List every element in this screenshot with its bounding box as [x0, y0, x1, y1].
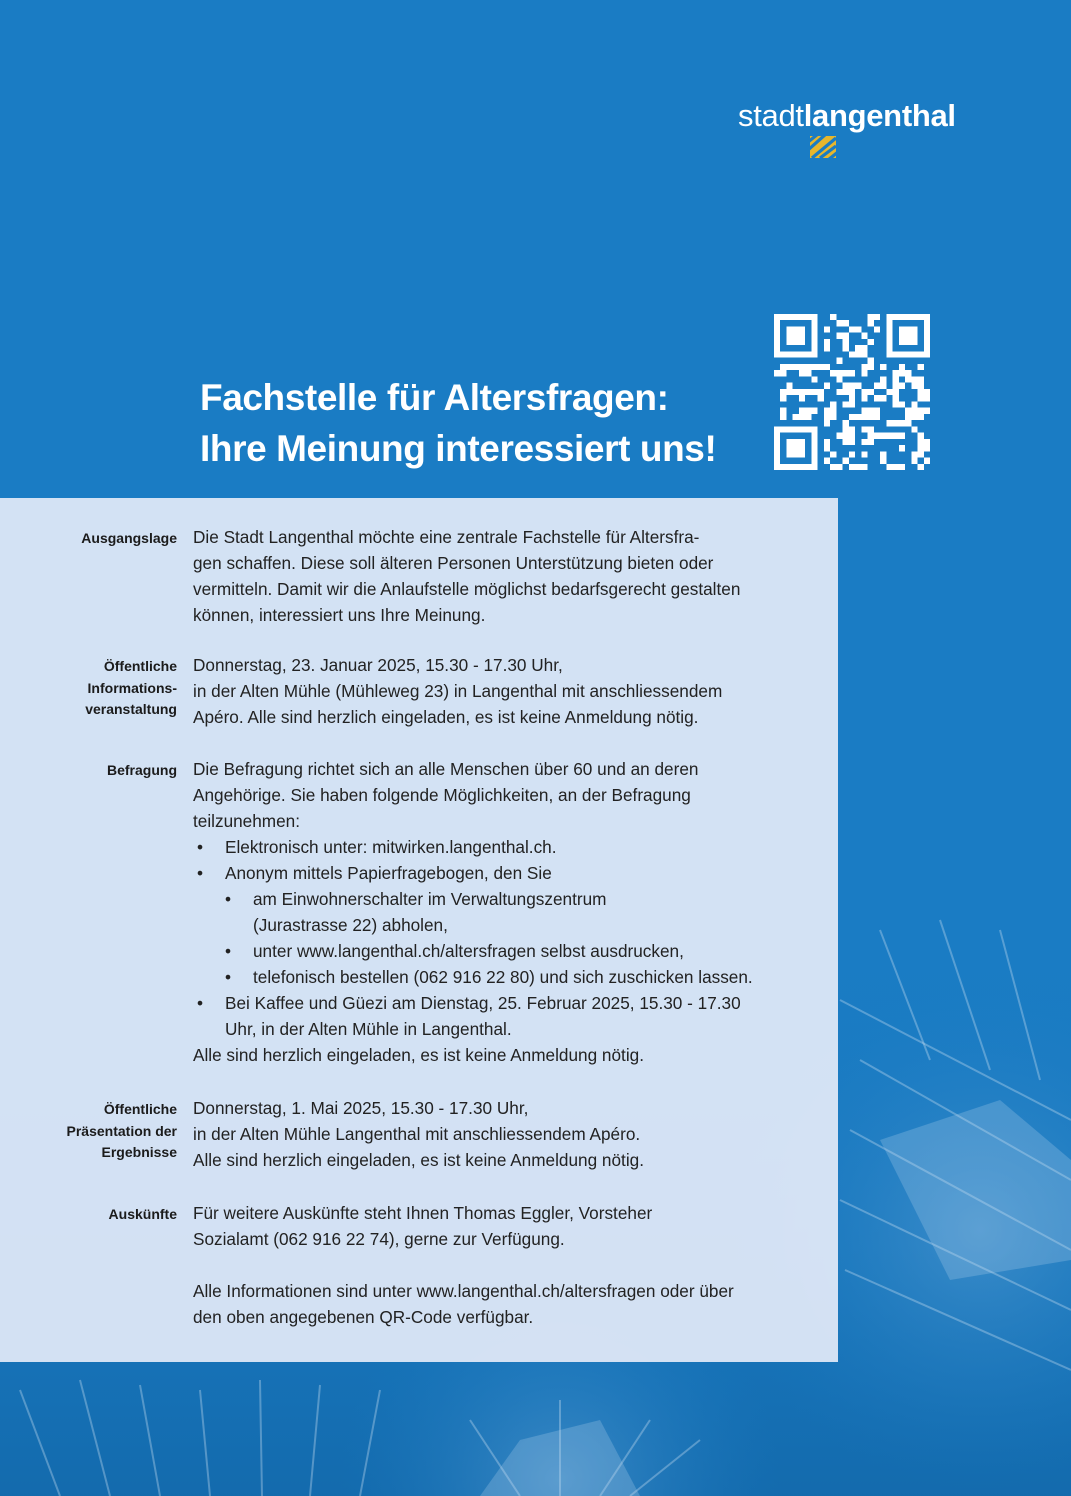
text-line: in der Alten Mühle (Mühleweg 23) in Langenthal mit anschliessendem — [193, 681, 723, 701]
page-title — [200, 372, 760, 474]
text-line: Donnerstag, 1. Mai 2025, 15.30 - 17.30 Uhr, — [193, 1098, 529, 1118]
text-line: Apéro. Alle sind herzlich eingeladen, es ist keine Anmeldung nötig. — [193, 707, 699, 727]
section-label: Befragung — [107, 762, 177, 778]
label-line: Präsentation der — [66, 1122, 177, 1139]
section-body — [193, 652, 823, 730]
text-line: vermitteln. Damit wir die Anlaufstelle möglichst bedarfsgerecht gestalten — [193, 579, 741, 599]
list-item: • unter www.langenthal.ch/altersfragen selbst ausdrucken, — [193, 938, 823, 964]
list-item: • Elektronisch unter: mitwirken.langenthal.ch. — [193, 834, 823, 860]
list-item — [193, 860, 823, 886]
text-line: Alle sind herzlich eingeladen, es ist keine Anmeldung nötig. — [193, 1045, 644, 1065]
list-item-text: • am Einwohnerschalter im Verwaltungszentrum — [253, 889, 607, 909]
text-line: Die Befragung richtet sich an alle Menschen über 60 und an deren — [193, 759, 699, 779]
section-label: Auskünfte — [108, 1206, 177, 1222]
spacer — [193, 1252, 823, 1278]
label-line: veranstaltung — [85, 701, 177, 717]
participation-options-list-cont — [193, 990, 823, 1042]
label-line: Öffentliche — [103, 1101, 177, 1117]
list-item — [193, 886, 823, 938]
list-item: • telefonisch bestellen (062 916 22 80) und sich zuschicken lassen. — [193, 964, 823, 990]
logo-name: langenthal — [803, 98, 956, 133]
paper-options-list — [193, 886, 823, 990]
text-line: Für weitere Auskünfte steht Ihnen Thomas Eggler, Vorsteher — [193, 1203, 653, 1223]
text-line: Die Stadt Langenthal möchte eine zentrale Fachstelle für Altersfra- — [193, 527, 700, 547]
section-body — [193, 524, 823, 628]
text-line: Alle Informationen sind unter www.langenthal.ch/altersfragen oder über — [193, 1281, 734, 1301]
section-body — [193, 1095, 823, 1173]
list-item-text: • Bei Kaffee und Güezi am Dienstag, 25. Februar 2025, 15.30 - 17.30 — [225, 993, 741, 1013]
text-line: können, interessiert uns Ihre Meinung. — [193, 605, 486, 625]
text-line: in der Alten Mühle Langenthal mit anschliessendem Apéro. — [193, 1124, 641, 1144]
section-label — [0, 1099, 177, 1164]
list-item-text: Anonym mittels Papierfragebogen, den Sie — [225, 863, 552, 883]
logo-stripes-icon — [810, 136, 836, 158]
text-line: den oben angegebenen QR-Code verfügbar. — [193, 1307, 534, 1327]
content-panel — [0, 498, 838, 1362]
headline-line-1: Fachstelle für Altersfragen: — [200, 377, 669, 418]
text-line: teilzunehmen: — [193, 811, 301, 831]
text-line: Angehörige. Sie haben folgende Möglichkeiten, an der Befragung — [193, 785, 691, 805]
text-line: Sozialamt (062 916 22 74), gerne zur Verfügung. — [193, 1229, 565, 1249]
headline-line-2: Ihre Meinung interessiert uns! — [200, 428, 717, 469]
list-item — [193, 990, 823, 1042]
qr-code-icon — [774, 314, 930, 470]
stadt-langenthal-logo — [738, 96, 978, 166]
text-line: gen schaffen. Diese soll älteren Personen Unterstützung bieten oder — [193, 553, 714, 573]
list-item-text: Uhr, in der Alten Mühle in Langenthal. — [225, 1019, 512, 1039]
section-body — [193, 1200, 823, 1330]
text-line: Alle sind herzlich eingeladen, es ist keine Anmeldung nötig. — [193, 1150, 644, 1170]
logo-wordmark — [738, 96, 978, 136]
section-label: Ausgangslage — [81, 530, 177, 546]
label-line: Informations- — [87, 679, 177, 696]
label-line: Öffentliche — [103, 658, 177, 674]
text-line: Donnerstag, 23. Januar 2025, 15.30 - 17.30 Uhr, — [193, 655, 563, 675]
logo-prefix: stadt — [738, 98, 804, 133]
participation-options-list — [193, 834, 823, 886]
section-label — [0, 656, 177, 721]
section-body — [193, 756, 823, 1068]
list-item-text: (Jurastrasse 22) abholen, — [253, 915, 448, 935]
label-line: Ergebnisse — [101, 1144, 177, 1160]
